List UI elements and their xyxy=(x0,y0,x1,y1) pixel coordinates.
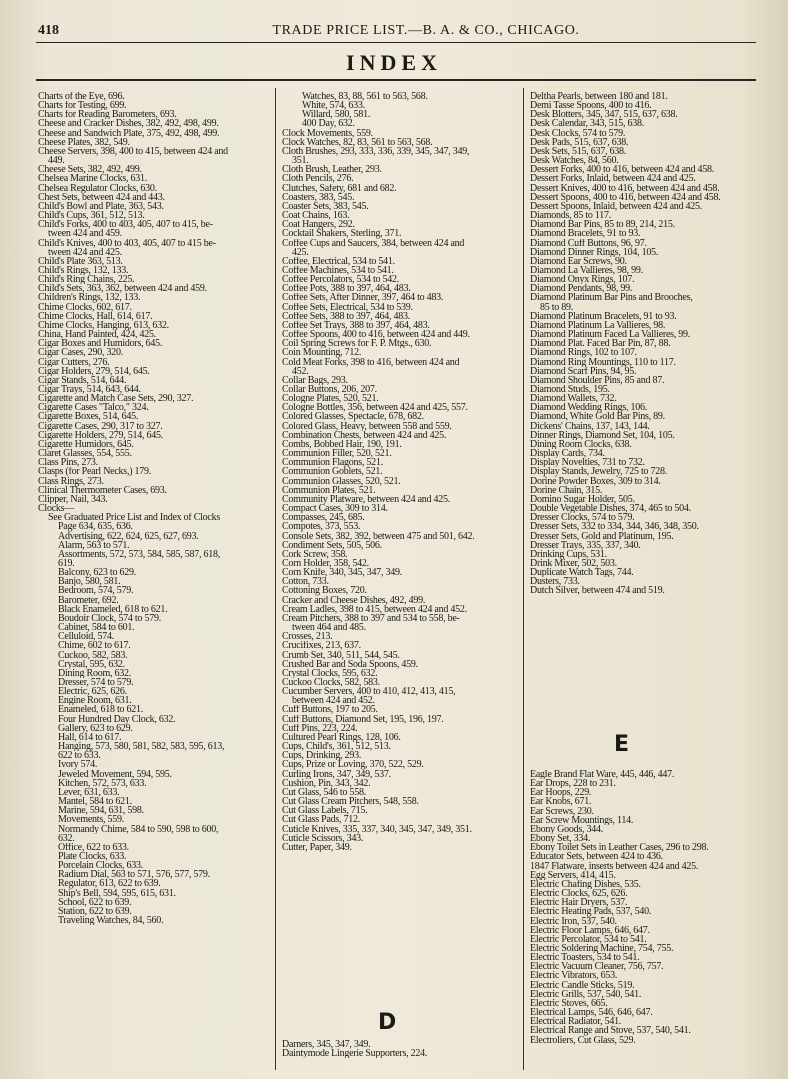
index-entry: Cigar Cutters, 276. xyxy=(38,357,110,367)
index-entry: Demi Tasse Spoons, 400 to 416. xyxy=(530,101,652,111)
index-entry: Console Sets, 382, 392, between 475 and 501, 642. xyxy=(282,531,475,541)
index-entry: Boudoir Clock, 574 to 579. xyxy=(58,613,161,624)
index-entry: Desk Sets, 515, 637, 638. xyxy=(530,146,626,157)
index-entry: Balcony, 623 to 629. xyxy=(58,568,136,578)
index-entry: Coffee Sets, 388 to 397, 464, 483. xyxy=(282,311,410,321)
index-entry: 622 to 633. xyxy=(58,751,101,761)
index-entry: Porcelain Clocks, 633. xyxy=(58,861,144,871)
index-entry: Ivory 574. xyxy=(58,760,98,770)
index-entry: Barometer, 692. xyxy=(58,595,119,605)
index-column-2-d-section xyxy=(282,1040,518,1058)
index-entry: Diamond Wallets, 732. xyxy=(530,394,617,404)
index-entry: Diamond Shoulder Pins, 85 and 87. xyxy=(530,375,665,385)
index-column-3 xyxy=(530,92,762,596)
index-entry: 619. xyxy=(58,558,75,569)
index-entry: Hall, 614 to 617. xyxy=(58,732,122,743)
index-entry: Child's Forks, 400 to 403, 405, 407 to 415, be- xyxy=(38,220,213,230)
running-title: TRADE PRICE LIST.—B. A. & CO., CHICAGO. xyxy=(272,23,580,38)
index-entry: Compasses, 245, 685. xyxy=(282,513,365,523)
index-entry: Dresser Clocks, 574 to 579. xyxy=(530,513,635,523)
index-entry: Compotes, 373, 553. xyxy=(282,522,361,532)
index-entry: Cultured Pearl Rings, 128, 106. xyxy=(282,732,401,743)
index-entry: Chime, 602 to 617. xyxy=(58,641,131,651)
index-entry: Electric Soldering Machine, 754, 755. xyxy=(530,943,674,954)
index-entry: Cigarette Boxes, 514, 645. xyxy=(38,412,139,422)
index-entry: Dining Room Clocks, 638. xyxy=(530,439,632,450)
index-entry: Cups, Child's, 361, 512, 513. xyxy=(282,742,391,752)
index-entry: Ear Drops, 228 to 231. xyxy=(530,779,616,789)
index-entry: Coin Mounting, 712. xyxy=(282,348,362,358)
index-entry: Dusters, 733. xyxy=(530,577,580,587)
index-entry: Four Hundred Day Clock, 632. xyxy=(58,714,176,724)
index-entry: Drinking Cups, 531. xyxy=(530,549,607,559)
index-entry: Cut Glass Pads, 712. xyxy=(282,815,361,825)
index-entry: Diamond Onyx Rings, 107. xyxy=(530,275,635,285)
index-entry: 425. xyxy=(292,247,309,257)
index-entry: Class Rings, 273. xyxy=(38,476,104,486)
index-entry: Diamond Studs, 195. xyxy=(530,385,610,395)
index-entry: Cloth Pencils, 276. xyxy=(282,174,354,184)
index-entry: Cheese Servers, 398, 400 to 415, between 424 and xyxy=(38,146,228,157)
index-entry: between 424 and 452. xyxy=(292,696,375,706)
index-entry: Electric Floor Lamps, 646, 647. xyxy=(530,925,650,935)
index-entry: Diamonds, 85 to 117. xyxy=(530,211,612,221)
index-entry: Communion Plates, 521. xyxy=(282,485,376,495)
index-entry: Marine, 594, 631, 598. xyxy=(58,806,144,816)
index-entry: Ear Screws, 230. xyxy=(530,806,594,816)
index-entry: Coaster Sets, 383, 545. xyxy=(282,201,369,212)
index-entry: Electric Toasters, 534 to 541. xyxy=(530,953,640,963)
index-entry: Collar Buttons, 206, 207. xyxy=(282,385,377,395)
index-entry: Duplicate Watch Tags, 744. xyxy=(530,568,634,578)
index-entry: Cold Meat Forks, 398 to 416, between 424 and xyxy=(282,357,460,367)
index-entry: Chime Clocks, Hanging, 613, 632. xyxy=(38,320,169,331)
index-entry: Kitchen, 572, 573, 633. xyxy=(58,778,147,788)
index-entry: Desk Pads, 515, 637, 638. xyxy=(530,137,629,147)
index-entry: Coil Spring Screws for F. P. Mtgs., 630. xyxy=(282,339,432,349)
column-divider xyxy=(523,88,524,1070)
index-entry: Ear Knobs, 671. xyxy=(530,797,592,807)
index-entry: China, Hand Painted, 424, 425. xyxy=(38,330,157,340)
index-entry: Cabinet, 584 to 601. xyxy=(58,623,135,633)
index-entry: Desk Watches, 84, 560. xyxy=(530,156,619,166)
index-entry: Crystal Clocks, 595, 632. xyxy=(282,668,378,678)
index-entry: Daintymode Lingerie Supporters, 224. xyxy=(282,1049,428,1059)
index-entry: Cups, Prize or Loving, 370, 522, 529. xyxy=(282,760,424,770)
index-entry: Coffee Sets, Electrical, 534 to 539. xyxy=(282,302,413,312)
index-entry: Diamond Pendants, 98, 99. xyxy=(530,284,633,294)
index-entry: Cigar Cases, 290, 320. xyxy=(38,348,124,358)
index-entry: 632. xyxy=(58,833,75,843)
title-rule xyxy=(36,79,756,81)
index-entry: Radium Dial, 563 to 571, 576, 577, 579. xyxy=(58,870,210,880)
index-entry: Dorine Chain, 315. xyxy=(530,485,603,495)
index-entry: Coffee Sets, After Dinner, 397, 464 to 483. xyxy=(282,293,444,303)
index-entry: Display Novelties, 731 to 732. xyxy=(530,458,645,468)
index-entry: Crosses, 213. xyxy=(282,632,333,642)
index-entry: Ship's Bell, 594, 595, 615, 631. xyxy=(58,888,176,898)
index-column-2 xyxy=(282,92,518,852)
index-entry: Crucifixes, 213, 637. xyxy=(282,641,361,651)
index-entry: Claret Glasses, 554, 555. xyxy=(38,449,132,459)
index-entry: Cracker and Cheese Dishes, 492, 499. xyxy=(282,595,426,605)
index-entry: Diamond, White Gold Bar Pins, 89. xyxy=(530,412,665,422)
index-entry: Diamond Ear Screws, 90. xyxy=(530,256,627,266)
index-entry: Compact Cases, 309 to 314. xyxy=(282,504,388,514)
index-entry: tween 424 and 425. xyxy=(48,247,122,257)
index-entry: Dinner Rings, Diamond Set, 104, 105. xyxy=(530,430,675,440)
index-entry: Clocks— xyxy=(38,504,75,514)
index-entry: Dorine Powder Boxes, 309 to 314. xyxy=(530,476,661,486)
index-entry: Dresser Sets, Gold and Platinum, 195. xyxy=(530,531,674,541)
index-entry: Cigarette Cases "Talco," 324. xyxy=(38,403,149,413)
index-entry: Coffee Set Trays, 388 to 397, 464, 483. xyxy=(282,320,430,331)
column-divider xyxy=(275,88,276,1070)
index-entry: Cuticle Scissors, 343. xyxy=(282,833,364,843)
index-entry: Cucumber Servers, 400 to 410, 412, 413, 415, xyxy=(282,687,456,697)
index-entry: Cuckoo Clocks, 582, 583. xyxy=(282,678,380,688)
index-entry: Child's Cups, 361, 512, 513. xyxy=(38,211,145,221)
index-entry: Diamond Scarf Pins, 94, 95. xyxy=(530,366,637,376)
index-entry: Dresser Sets, 332 to 334, 344, 346, 348, 350. xyxy=(530,522,699,532)
index-entry: Crumb Set, 340, 511, 544, 545. xyxy=(282,650,400,660)
index-entry: Electric Candle Sticks, 519. xyxy=(530,980,635,990)
index-entry: Electric Clocks, 625, 626. xyxy=(530,889,628,899)
index-entry: Diamond Rings, 102 to 107. xyxy=(530,348,637,358)
index-entry: Banjo, 580, 581. xyxy=(58,577,121,587)
index-entry: Station, 622 to 639. xyxy=(58,906,132,917)
index-entry: Diamond Platinum Faced La Vallieres, 99. xyxy=(530,330,691,340)
index-entry: 85 to 89. xyxy=(540,302,574,312)
index-entry: Cuff Buttons, 197 to 205. xyxy=(282,705,378,715)
index-entry: Diamond La Vallieres, 98, 99. xyxy=(530,265,643,276)
index-entry: Mantel, 584 to 621. xyxy=(58,797,132,807)
index-entry: Crushed Bar and Soda Spoons, 459. xyxy=(282,659,418,669)
index-entry: Diamond Platinum Bracelets, 91 to 93. xyxy=(530,311,677,321)
index-entry: Cuckoo, 582, 583. xyxy=(58,650,128,660)
index-entry: Deltha Pearls, between 180 and 181. xyxy=(530,92,668,102)
index-entry: Condiment Sets, 505, 506. xyxy=(282,540,382,550)
index-entry: Cigarette Humidors, 645. xyxy=(38,439,134,450)
index-entry: See Graduated Price List and Index of Clocks xyxy=(48,513,221,523)
index-entry: Egg Servers, 414, 415. xyxy=(530,870,616,880)
index-entry: Ear Hoops, 229. xyxy=(530,788,592,798)
index-entry: Corn Holder, 358, 542. xyxy=(282,558,369,569)
index-entry: 1847 Flatware, inserts between 424 and 425. xyxy=(530,861,699,871)
index-entry: Darners, 345, 347, 349. xyxy=(282,1040,371,1050)
index-entry: Charts of the Eye, 696. xyxy=(38,92,125,102)
index-entry: Assortments, 572, 573, 584, 585, 587, 618, xyxy=(58,549,220,559)
index-column-1 xyxy=(38,92,270,925)
index-entry: Engine Room, 631. xyxy=(58,696,132,706)
index-entry: Celluloid, 574. xyxy=(58,632,114,642)
index-entry: Collar Bags, 293. xyxy=(282,375,348,385)
index-entry: Chelsea Marine Clocks, 631. xyxy=(38,174,148,184)
index-entry: Enameled, 618 to 621. xyxy=(58,705,144,715)
index-entry: Cotton, 733. xyxy=(282,577,329,587)
index-column-3-e-section xyxy=(530,770,762,1045)
index-entry: Double Vegetable Dishes, 374, 465 to 504. xyxy=(530,504,691,514)
index-entry: Corn Knife, 340, 345, 347, 349. xyxy=(282,568,403,578)
index-entry: Electric Vibrators, 653. xyxy=(530,971,618,981)
index-entry: Dessert Forks, Inlaid, between 424 and 425. xyxy=(530,174,696,184)
index-entry: 449. xyxy=(48,156,65,166)
index-entry: Community Platware, between 424 and 425. xyxy=(282,494,451,505)
index-entry: Cheese and Cracker Dishes, 382, 492, 498, 499. xyxy=(38,119,219,129)
index-entry: Diamond Bar Pins, 85 to 89, 214, 215. xyxy=(530,220,675,230)
index-entry: Communion Goblets, 521. xyxy=(282,467,383,477)
index-entry: Cigarette and Match Case Sets, 290, 327. xyxy=(38,394,194,404)
index-entry: Cottoning Boxes, 720. xyxy=(282,586,367,596)
index-entry: Communion Flagons, 521. xyxy=(282,458,383,468)
section-letter-e: E xyxy=(614,732,630,757)
index-entry: tween 464 and 485. xyxy=(292,623,366,633)
index-entry: Diamond Dinner Rings, 104, 105. xyxy=(530,247,659,257)
index-entry: Communion Filler, 520, 521. xyxy=(282,449,392,459)
index-entry: Combination Chests, between 424 and 425. xyxy=(282,430,447,440)
index-entry: Desk Blotters, 345, 347, 515, 637, 638. xyxy=(530,110,678,120)
index-entry: Cutter, Paper, 349. xyxy=(282,842,352,852)
index-entry: 452. xyxy=(292,366,309,376)
index-entry: Coffee Cups and Saucers, 384, between 424 and xyxy=(282,238,465,248)
index-entry: Ebony Set, 334. xyxy=(530,834,591,844)
index-entry: Watches, 83, 88, 561 to 563, 568. xyxy=(302,92,428,102)
index-entry: Diamond Cuff Buttons, 96, 97. xyxy=(530,238,647,248)
index-entry: Cuticle Knives, 335, 337, 340, 345, 347, 349, 351. xyxy=(282,824,472,834)
index-entry: Coasters, 383, 545. xyxy=(282,192,355,202)
index-entry: Display Stands, Jewelry, 725 to 728. xyxy=(530,467,668,477)
index-entry: Coffee Percolators, 534 to 542. xyxy=(282,275,400,285)
index-entry: Dickens' Chains, 137, 143, 144. xyxy=(530,421,650,431)
index-entry: Child's Bowl and Plate, 363, 543. xyxy=(38,201,164,212)
index-entry: Desk Calendar, 343, 515, 638. xyxy=(530,119,644,129)
index-entry: Cigar Holders, 279, 514, 645. xyxy=(38,366,150,376)
index-entry: Advertising, 622, 624, 625, 627, 693. xyxy=(58,531,199,541)
index-entry: Electrical Lamps, 546, 646, 647. xyxy=(530,1008,653,1018)
index-entry: White, 574, 633. xyxy=(302,101,365,111)
index-entry: Clinical Thermometer Cases, 693. xyxy=(38,485,167,495)
index-entry: Jeweled Movement, 594, 595. xyxy=(58,769,172,779)
index-entry: Combs, Bobbed Hair, 190, 191. xyxy=(282,439,402,450)
index-entry: Cut Glass Cream Pitchers, 548, 558. xyxy=(282,797,419,807)
index-entry: Colored Glasses, Spectacle, 678, 682. xyxy=(282,412,424,422)
index-entry: Cigar Trays, 514, 643, 644. xyxy=(38,385,141,395)
index-entry: Chelsea Regulator Clocks, 630. xyxy=(38,183,157,193)
index-entry: Page 634, 635, 636. xyxy=(58,522,133,532)
index-entry: Child's Knives, 400 to 403, 405, 407 to 415 be- xyxy=(38,238,216,248)
index-entry: Electric Grills, 537, 540, 541. xyxy=(530,989,642,999)
index-entry: Cups, Drinking, 293. xyxy=(282,751,362,761)
page-number: 418 xyxy=(38,23,59,38)
index-entry: Clasps (for Pearl Necks,) 179. xyxy=(38,467,152,477)
index-entry: Children's Rings, 132, 133. xyxy=(38,293,141,303)
index-entry: Chest Sets, between 424 and 443. xyxy=(38,192,165,202)
index-entry: Chime Clocks, Hall, 614, 617. xyxy=(38,311,153,321)
index-entry: Electric Iron, 537, 540. xyxy=(530,916,617,926)
index-entry: Hanging, 573, 580, 581, 582, 583, 595, 613, xyxy=(58,742,225,752)
index-entry: Cream Ladles, 398 to 415, between 424 and 452. xyxy=(282,604,467,614)
index-entry: Clock Watches, 82, 83, 561 to 563, 568. xyxy=(282,137,433,147)
index-entry: Clipper, Nail, 343. xyxy=(38,494,108,505)
index-entry: Cork Screw, 358. xyxy=(282,549,348,559)
index-entry: Eagle Brand Flat Ware, 445, 446, 447. xyxy=(530,770,675,780)
index-entry: Black Enameled, 618 to 621. xyxy=(58,604,168,614)
index-entry: Coffee Spoons, 400 to 416, between 424 and 449. xyxy=(282,330,470,340)
index-entry: Cheese Plates, 382, 549. xyxy=(38,137,130,147)
index-entry: Cheese and Sandwich Plate, 375, 492, 498, 499. xyxy=(38,128,220,138)
index-entry: Cigarette Holders, 279, 514, 645. xyxy=(38,430,164,440)
index-entry: Gallery, 623 to 629. xyxy=(58,723,133,733)
index-entry: Ebony Toilet Sets in Leather Cases, 296 to 298. xyxy=(530,843,709,853)
index-entry: Crystal, 595, 632. xyxy=(58,659,125,669)
index-entry: Alarm, 563 to 571. xyxy=(58,540,130,550)
index-entry: Coffee, Electrical, 534 to 541. xyxy=(282,256,395,266)
index-entry: Cushion, Pin, 343, 342. xyxy=(282,778,371,788)
index-entry: Bedroom, 574, 579. xyxy=(58,586,134,596)
index-entry: Cloth Brush, Leather, 293. xyxy=(282,165,382,175)
index-entry: tween 424 and 459. xyxy=(48,229,122,239)
page-header xyxy=(36,22,756,43)
index-entry: Office, 622 to 633. xyxy=(58,842,129,852)
index-entry: Traveling Watches, 84, 560. xyxy=(58,916,164,926)
index-entry: Communion Glasses, 520, 521. xyxy=(282,476,401,486)
index-entry: Electric Heating Pads, 537, 540. xyxy=(530,907,652,917)
index-entry: Cuff Pins, 223, 224. xyxy=(282,723,358,733)
index-entry: Cheese Sets, 382, 492, 499. xyxy=(38,165,142,175)
index-entry: 400 Day, 632. xyxy=(302,119,355,129)
index-entry: Coffee Machines, 534 to 541. xyxy=(282,265,394,276)
index-entry: Regulator, 613, 622 to 639. xyxy=(58,879,161,889)
index-entry: Display Cards, 734. xyxy=(530,449,605,459)
index-entry: Plate Clocks, 633. xyxy=(58,851,127,862)
index-entry: Drink Mixer, 502, 503. xyxy=(530,558,617,569)
index-entry: Electric Stoves, 665. xyxy=(530,998,608,1009)
index-entry: Coat Hangers, 292. xyxy=(282,220,355,230)
index-entry: Electric, 625, 626. xyxy=(58,687,127,697)
index-entry: Dresser, 574 to 579. xyxy=(58,678,134,688)
index-entry: Diamond Platinum Bar Pins and Brooches, xyxy=(530,293,693,303)
index-entry: Dining Room, 632. xyxy=(58,668,131,678)
index-entry: Dutch Silver, between 474 and 519. xyxy=(530,586,665,596)
index-entry: Electroliers, Cut Glass, 529. xyxy=(530,1035,636,1045)
index-entry: 351. xyxy=(292,156,309,166)
index-entry: Clock Movements, 559. xyxy=(282,128,373,138)
index-entry: Electrical Range and Stove, 537, 540, 541. xyxy=(530,1026,691,1036)
index-entry: Coffee Pots, 388 to 397, 464, 483. xyxy=(282,284,411,294)
index-entry: Child's Rings, 132, 133. xyxy=(38,265,129,276)
section-letter-d: D xyxy=(378,1010,397,1035)
index-entry: Curling Irons, 347, 349, 537. xyxy=(282,769,391,779)
index-entry: Dessert Spoons, 400 to 416, between 424 and 458. xyxy=(530,192,721,202)
index-entry: Child's Sets, 363, 362, between 424 and 459. xyxy=(38,284,207,294)
index-entry: Diamond Plat. Faced Bar Pin, 87, 88. xyxy=(530,339,671,349)
index-entry: Electric Chafing Dishes, 535. xyxy=(530,879,641,890)
index-entry: Clutches, Safety, 681 and 682. xyxy=(282,183,397,193)
index-entry: Cocktail Shakers, Sterling, 371. xyxy=(282,229,402,239)
index-entry: Ear Screw Mountings, 114. xyxy=(530,815,634,825)
index-entry: Child's Ring Chains, 225. xyxy=(38,275,135,285)
index-entry: Dresser Trays, 335, 337, 340. xyxy=(530,540,641,550)
index-entry: Domino Sugar Holder, 505. xyxy=(530,494,635,505)
index-entry: Dessert Forks, 400 to 416, between 424 and 458. xyxy=(530,165,715,175)
index-entry: Child's Plate 363, 513. xyxy=(38,256,123,266)
index-entry: Cloth Brushes, 293, 333, 336, 339, 345, 347, 349, xyxy=(282,146,470,157)
index-entry: Class Pins, 273. xyxy=(38,458,98,468)
index-entry: Cut Glass, 546 to 558. xyxy=(282,787,366,798)
index-entry: Cigarette Cases, 290, 317 to 327. xyxy=(38,421,163,431)
index-entry: Electric Vacuum Cleaner, 756, 757. xyxy=(530,962,664,972)
index-entry: Diamond Wedding Rings, 106. xyxy=(530,403,647,413)
page-title: INDEX xyxy=(346,50,442,75)
index-entry: Cream Pitchers, 388 to 397 and 534 to 558, be- xyxy=(282,613,460,624)
index-entry: Desk Clocks, 574 to 579. xyxy=(530,128,626,138)
index-entry: Dessert Knives, 400 to 416, between 424 and 458. xyxy=(530,183,720,193)
index-entry: Diamond Bracelets, 91 to 93. xyxy=(530,229,641,239)
index-entry: Cut Glass Labels, 715. xyxy=(282,806,368,816)
index-entry: Charts for Reading Barometers, 693. xyxy=(38,110,177,120)
index-entry: Willard, 580, 581. xyxy=(302,110,371,120)
index-entry: Electric Percolator, 534 to 541. xyxy=(530,934,647,944)
index-entry: Cigar Stands, 514, 644. xyxy=(38,375,127,385)
index-entry: Diamond Platinum La Vallieres, 98. xyxy=(530,320,666,331)
index-entry: Cologne Plates, 520, 521. xyxy=(282,394,379,404)
index-entry: Cigar Boxes and Humidors, 645. xyxy=(38,339,163,349)
index-entry: Lever, 631, 633. xyxy=(58,787,120,798)
index-entry: Cologne Bottles, 356, between 424 and 425, 557. xyxy=(282,403,468,413)
index-entry: Charts for Testing, 699. xyxy=(38,101,127,111)
index-entry: Ebony Goods, 344. xyxy=(530,824,603,835)
index-entry: Educator Sets, between 424 to 436. xyxy=(530,852,663,862)
index-entry: School, 622 to 639. xyxy=(58,897,132,907)
index-entry: Movements, 559. xyxy=(58,815,124,825)
index-entry: Electric Hair Dryers, 537. xyxy=(530,898,628,908)
index-entry: Chime Clocks, 602, 617. xyxy=(38,302,132,312)
index-entry: Normandy Chime, 584 to 590, 598 to 600, xyxy=(58,824,219,834)
index-entry: Coat Chains, 163. xyxy=(282,211,350,221)
index-entry: Diamond Ring Mountings, 110 to 117. xyxy=(530,357,676,367)
index-entry: Electrical Radiator, 541. xyxy=(530,1017,622,1027)
index-entry: Colored Glass, Heavy, between 558 and 559. xyxy=(282,421,452,431)
index-entry: Dessert Spoons, Inlaid, between 424 and 425. xyxy=(530,201,703,212)
index-entry: Cuff Buttons, Diamond Set, 195, 196, 197. xyxy=(282,714,444,724)
